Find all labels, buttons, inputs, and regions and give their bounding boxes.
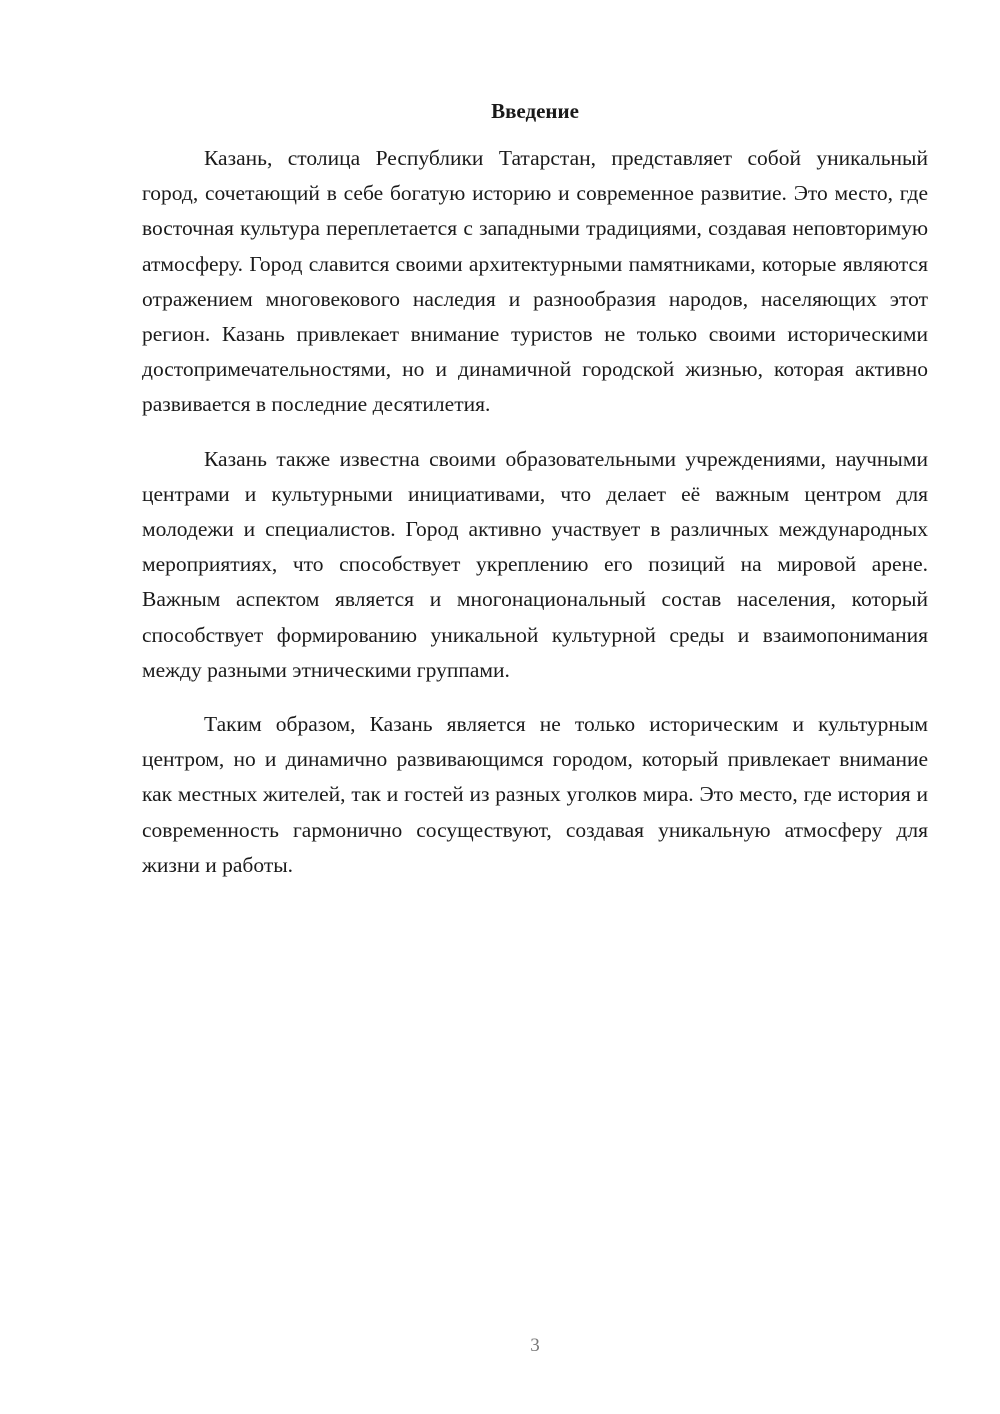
paragraph-1: Казань, столица Республики Татарстан, представляет собой уникальный город, сочетающий в себе богатую историю и современное развитие. Это место, где восточная культура переплетается с западными традициями, создавая неповторимую атмосферу. Город славится своими архитектурными памятниками, которые являются отражением многовекового наследия и разнообразия народов, населяющих этот регион. Казань привлекает внимание туристов не только своими историческими достопримечательностями, но и динамичной городской жизнью, которая активно развивается в последние десятилетия. — [142, 146, 928, 417]
paragraph-2: Казань также известна своими образовательными учреждениями, научными центрами и культурными инициативами, что делает её важным центром для молодежи и специалистов. Город активно участвует в различных международных мероприятиях, что способствует укреплению его позиций на мировой арене. Важным аспектом является и многонациональный состав населения, который способствует формированию уникальной культурной среды и взаимопонимания между разными этническими группами. — [142, 446, 928, 682]
page-number: 3 — [530, 1335, 540, 1356]
paragraph-3: Таким образом, Казань является не только историческим и культурным центром, но и динамично развивающимся городом, который привлекает внимание как местных жителей, так и гостей из разных уголков мира. Это место, где история и современность гармонично сосуществуют, создавая уникальную атмосферу для жизни и работы. — [142, 712, 928, 877]
section-heading: Введение — [491, 99, 579, 123]
body-text — [142, 141, 928, 902]
